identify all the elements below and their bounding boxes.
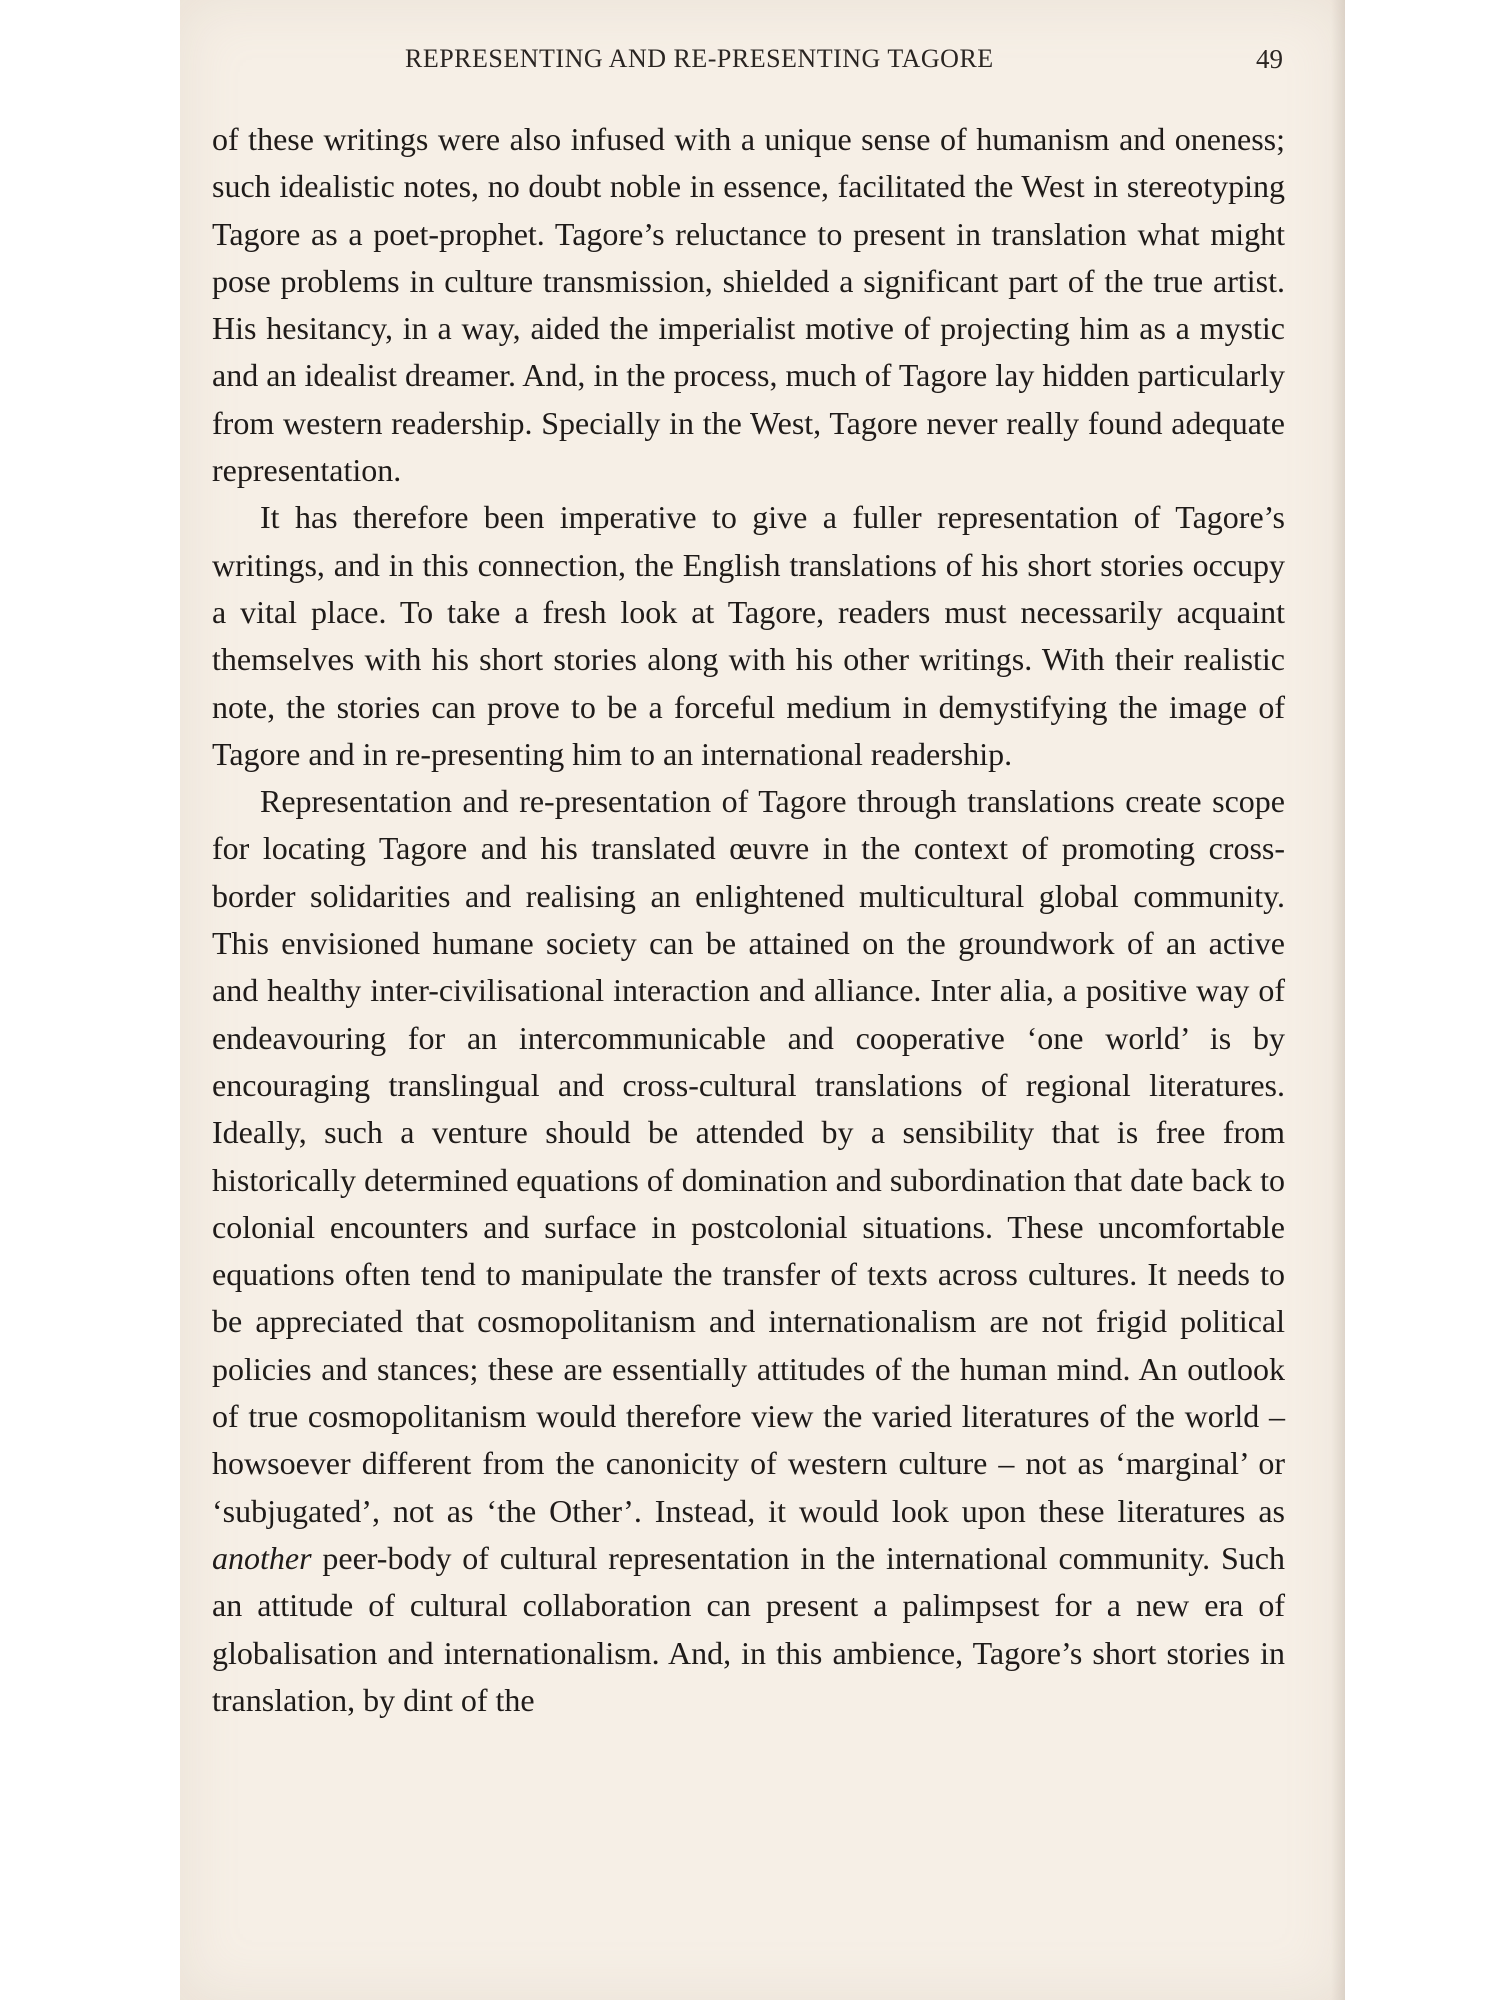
paragraph-3-text-start: Representation and re-presentation of Tagore through translations create scope for locating Tagore and his translated œuvre in the context of promoting cross-border solidarities and realising an enlightened multicultural global community. This envisioned humane society can be attained on the groundwork of an active and healthy inter-civilisational interaction and alliance. Inter alia, a positive way of endeavouring for an intercommunicable and cooperative ‘one world’ is by encouraging translingual and cross-cultural translations of regional literatures. Ideally, such a venture should be attended by a sensibility that is free from historically determined equations of domination and subordination that date back to colonial encounters and surface in postcolonial situations. These uncomfortable equations often tend to manipulate the transfer of texts across cultures. It needs to be appreciated that cosmopolitanism and internationalism are not frigid political policies and stances; these are essentially attitudes of the human mind. An outlook of true cosmopolitanism would therefore view the varied literatures of the world – howsoever different from the canonicity of western culture – not as ‘marginal’ or ‘subjugated’, not as ‘the Other’. Instead, it would look upon these literatures as: [212, 783, 1285, 1529]
paragraph-2-text: It has therefore been imperative to give a fuller representation of Tagore’s writings, and in this connection, the English translations of his short stories occupy a vital place. To take a fresh look at Tagore, readers must necessarily acquaint themselves with his short stories along with his other writings. With their realistic note, the stories can prove to be a forceful medium in demystifying the image of Tagore and in re-presenting him to an international readership.: [212, 499, 1285, 772]
paragraph-2: [212, 494, 1285, 778]
paragraph-3: [212, 778, 1285, 1724]
page-number: 49: [1256, 44, 1283, 74]
emphasized-word: another: [212, 1539, 312, 1576]
paragraph-1: [212, 116, 1285, 494]
running-title: REPRESENTING AND RE-PRESENTING TAGORE: [405, 44, 994, 73]
paragraph-3-text-end: peer-body of cultural representation in the international community. Such an attitude of cultural collaboration can present a palimpsest for a new era of globalisation and internationalism. And, in this ambience, Tagore’s short stories in translation, by dint of the: [212, 1539, 1285, 1718]
paragraph-1-text: of these writings were also infused with a unique sense of humanism and oneness; such idealistic notes, no doubt noble in essence, facilitated the West in stereotyping Tagore as a poet-prophet. Tagore’s reluctance to present in translation what might pose problems in culture transmission, shielded a significant part of the true artist. His hesitancy, in a way, aided the imperialist motive of projecting him as a mystic and an idealist dreamer. And, in the process, much of Tagore lay hidden particularly from western readership. Specially in the West, Tagore never really found adequate representation.: [212, 121, 1285, 489]
page-header: [180, 44, 1345, 84]
body-text: [212, 116, 1285, 1724]
page-edge-shadow: [1331, 0, 1345, 2000]
book-page: [180, 0, 1345, 2000]
